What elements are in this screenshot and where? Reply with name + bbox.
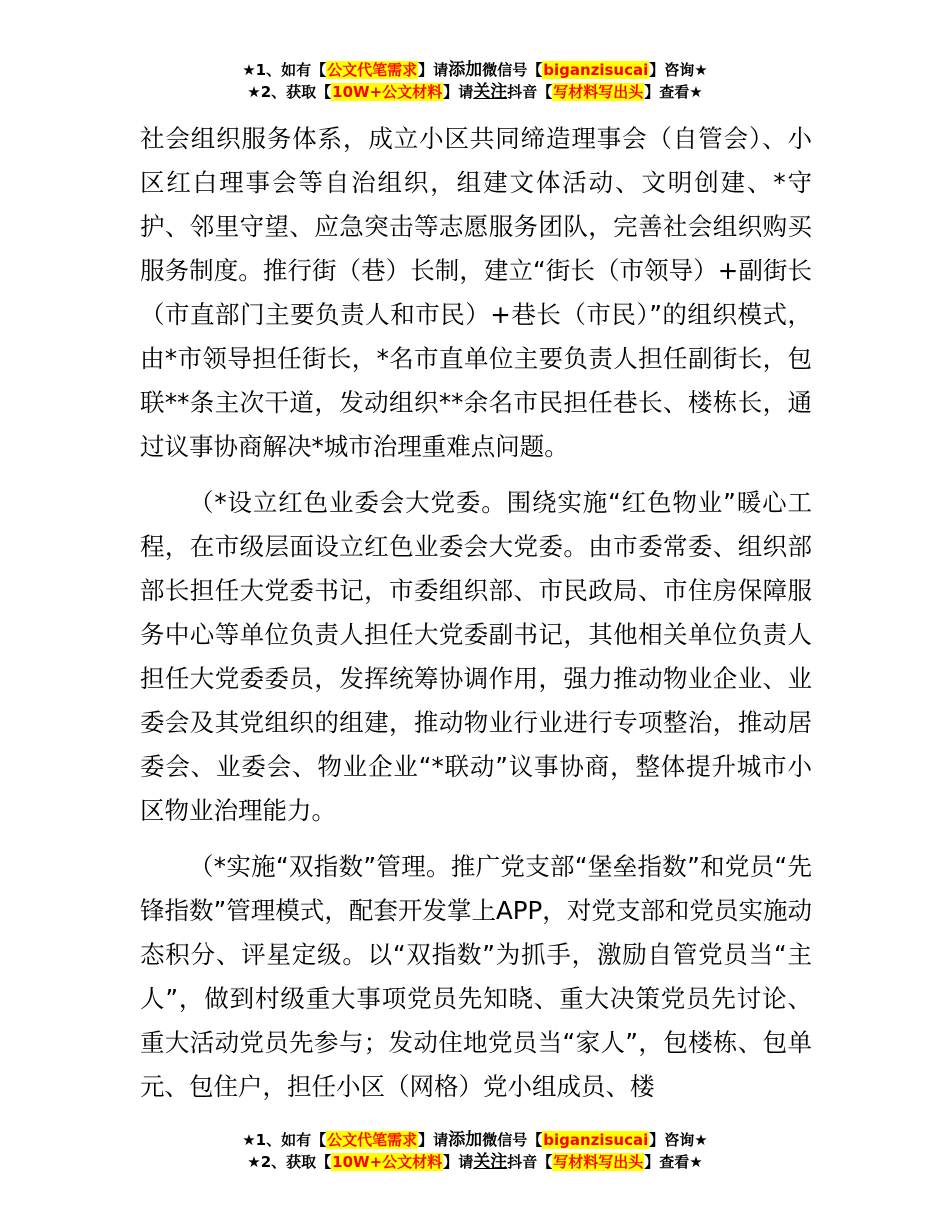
- highlight-service: 公文代笔需求: [327, 1131, 418, 1149]
- bracket: 【: [311, 61, 327, 79]
- bracket: 】: [443, 83, 459, 101]
- banner-emphasis: 添加: [448, 1130, 483, 1150]
- bracket: 【: [316, 1153, 332, 1171]
- banner-text: 查看★: [659, 1153, 703, 1171]
- highlight-douyin-account: 写材料写出头: [553, 83, 644, 101]
- banner-text: 请: [433, 61, 449, 79]
- highlight-materials: 10W+公文材料: [332, 1153, 443, 1171]
- banner-emphasis: 关注: [473, 82, 508, 102]
- banner-text: 请: [458, 83, 474, 101]
- banner-text: 请: [458, 1153, 474, 1171]
- bracket: 】: [649, 61, 665, 79]
- highlight-wechat-id: biganzisucai: [543, 1131, 649, 1149]
- highlight-douyin-account: 写材料写出头: [553, 1153, 644, 1171]
- banner-text: 咨询★: [664, 1131, 708, 1149]
- banner-text: ★1、如有: [242, 61, 312, 79]
- banner-line-2: [0, 81, 950, 103]
- banner-line-2: [0, 1151, 950, 1173]
- banner-text: 抖音: [507, 1153, 538, 1171]
- paragraph-2: （*设立红色业委会大党委。围绕实施“红色物业”暖心工程，在市级层面设立红色业委会大党委。由市委常委、组织部部长担任大党委书记，市委组织部、市民政局、市住房保障服务中心等单位负责人担任大党委副书记，其他相关单位负责人担任大党委委员，发挥统筹协调作用，强力推动物业企业、业委会及其党组织的组建，推动物业行业进行专项整治，推动居委会、业委会、物业企业“*联动”议事协商，整体提升城市小区物业治理能力。: [140, 488, 812, 825]
- highlight-service: 公文代笔需求: [327, 61, 418, 79]
- paragraph-3: （*实施“双指数”管理。推广党支部“堡垒指数”和党员“先锋指数”管理模式，配套开发掌上APP，对党支部和党员实施动态积分、评星定级。以“双指数”为抓手，激励自管党员当“主人”，做到村级重大事项党员先知晓、重大决策党员先讨论、重大活动党员先参与；发动住地党员当“家人”，包楼栋、包单元、包住户，担任小区（网格）党小组成员、楼: [140, 852, 812, 1101]
- bracket: 【: [537, 83, 553, 101]
- bracket: 【: [527, 61, 543, 79]
- bracket: 】: [644, 83, 660, 101]
- bracket: 【: [316, 83, 332, 101]
- header-banner: [0, 59, 950, 103]
- banner-text: 抖音: [507, 83, 538, 101]
- banner-emphasis: 添加: [448, 60, 483, 80]
- banner-text: ★1、如有: [242, 1131, 312, 1149]
- paragraph-1: 社会组织服务体系，成立小区共同缔造理事会（自管会）、小区红白理事会等自治组织，组建文体活动、文明创建、*守护、邻里守望、应急突击等志愿服务团队，完善社会组织购买服务制度。推行街（巷）长制，建立“街长（市领导）+副街长（市直部门主要负责人和市民）+巷长（市民）”的组织模式，由*市领导担任街长，*名市直单位主要负责人担任副街长，包联**条主次干道，发动组织**余名市民担任巷长、楼栋长，通过议事协商解决*城市治理重难点问题。: [140, 124, 812, 461]
- banner-line-1: [0, 59, 950, 81]
- document-body: [140, 117, 812, 1109]
- highlight-wechat-id: biganzisucai: [543, 61, 649, 79]
- banner-text: ★2、获取: [247, 83, 317, 101]
- highlight-materials: 10W+公文材料: [332, 83, 443, 101]
- banner-text: 请: [433, 1131, 449, 1149]
- bracket: 【: [311, 1131, 327, 1149]
- bracket: 】: [644, 1153, 660, 1171]
- bracket: 】: [649, 1131, 665, 1149]
- bracket: 【: [527, 1131, 543, 1149]
- banner-text: ★2、获取: [247, 1153, 317, 1171]
- bracket: 】: [443, 1153, 459, 1171]
- banner-emphasis: 关注: [473, 1152, 508, 1172]
- bracket: 】: [418, 1131, 434, 1149]
- footer-banner: [0, 1129, 950, 1173]
- banner-line-1: [0, 1129, 950, 1151]
- banner-text: 微信号: [482, 1131, 528, 1149]
- banner-text: 咨询★: [664, 61, 708, 79]
- banner-text: 微信号: [482, 61, 528, 79]
- bracket: 【: [537, 1153, 553, 1171]
- bracket: 】: [418, 61, 434, 79]
- banner-text: 查看★: [659, 83, 703, 101]
